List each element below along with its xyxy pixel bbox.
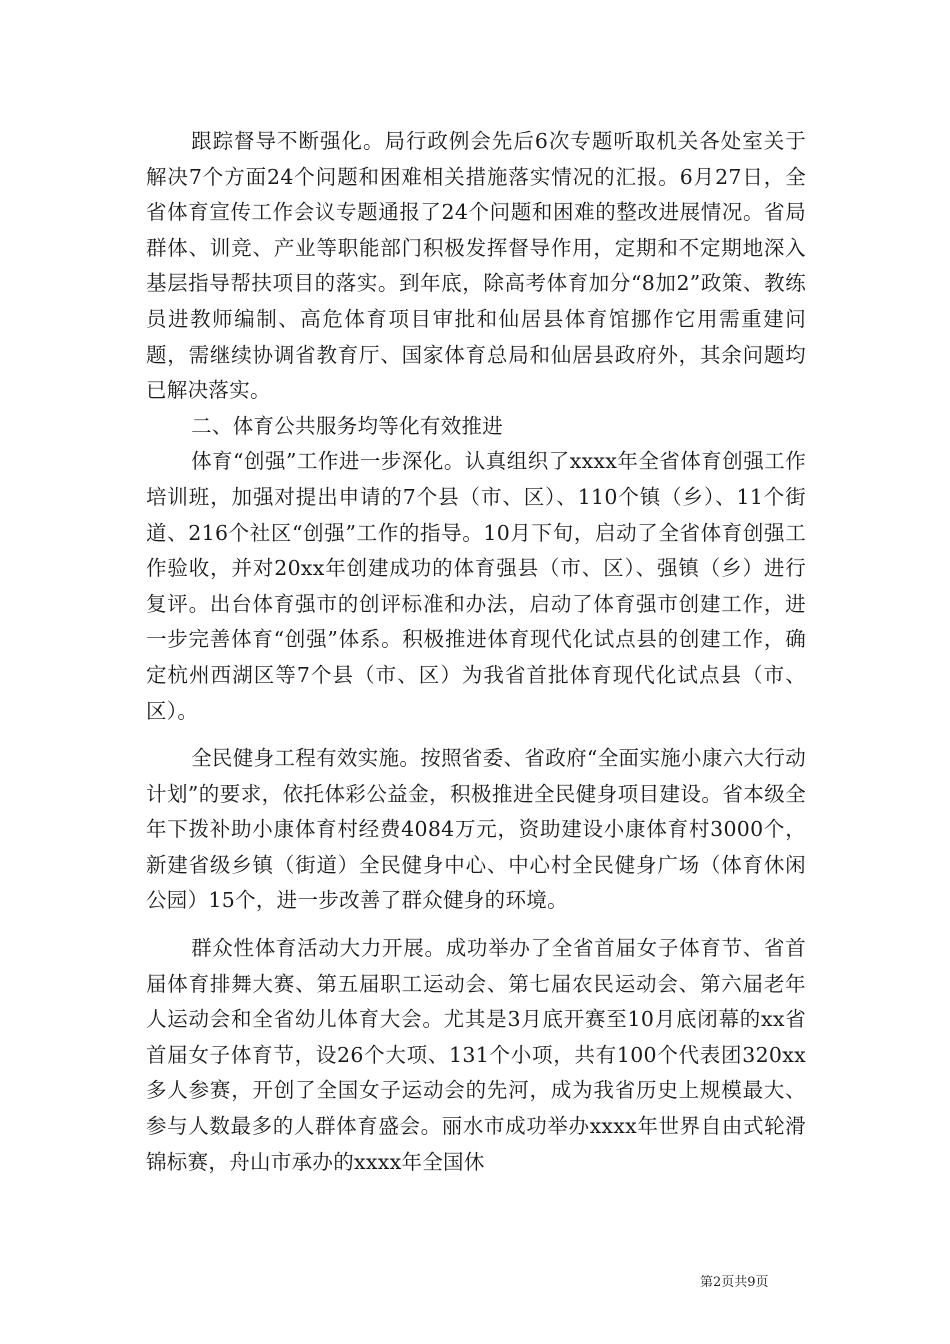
section-heading-2: 二、体育公共服务均等化有效推进 xyxy=(191,413,504,438)
page-number-footer: 第2页共9页 xyxy=(700,1275,769,1290)
paragraph-mass-sports: 群众性体育活动大力开展。成功举办了全省首届女子体育节、省首届体育排舞大赛、第五届职工运动会、第七届农民运动会、第六届老年人运动会和全省幼儿体育大会。尤其是3月底开赛至10月底闭幕的xx省首届女子体育节，设26个大项、131个小项，共有100个代表团320xx多人参赛，开创了全国女子运动会的先河，成为我省历史上规模最大、参与人数最多的人群体育盛会。丽水市成功举办xxxx年世界自由式轮滑锦标赛，舟山市承办的xxxx年全国休 xyxy=(146,936,806,1174)
paragraph-supervision: 跟踪督导不断强化。局行政例会先后6次专题听取机关各处室关于解决7个方面24个问题和困难相关措施落实情况的汇报。6月27日，全省体育宣传工作会议专题通报了24个问题和困难的整改进展情况。省局群体、训竞、产业等职能部门积极发挥督导作用，定期和不定期地深入基层指导帮扶项目的落实。到年底，除高考体育加分“8加2”政策、教练员进教师编制、高危体育项目审批和仙居县体育馆挪作它用需重建问题，需继续协调省教育厅、国家体育总局和仙居县政府外，其余问题均已解决落实。 xyxy=(146,129,806,403)
paragraph-fitness-project: 全民健身工程有效实施。按照省委、省政府“全面实施小康六大行动计划”的要求，依托体彩公益金，积极推进全民健身项目建设。省本级全年下拨补助小康体育村经费4084万元，资助建设小康体育村3000个，新建省级乡镇（街道）全民健身中心、中心村全民健身广场（体育休闲公园）15个，进一步改善了群众健身的环境。 xyxy=(146,746,806,913)
paragraph-chuangqiang: 体育“创强”工作进一步深化。认真组织了xxxx年全省体育创强工作培训班，加强对提出申请的7个县（市、区）、110个镇（乡）、11个街道、216个社区“创强”工作的指导。10月下旬，启动了全省体育创强工作验收，并对20xx年创建成功的体育强县（市、区）、强镇（乡）进行复评。出台体育强市的创评标准和办法，启动了体育强市创建工作，进一步完善体育“创强”体系。积极推进体育现代化试点县的创建工作，确定杭州西湖区等7个县（市、区）为我省首批体育现代化试点县（市、区）。 xyxy=(146,449,806,723)
document-body xyxy=(146,124,806,1180)
paragraph-spacer xyxy=(146,729,806,741)
paragraph-spacer xyxy=(146,919,806,931)
